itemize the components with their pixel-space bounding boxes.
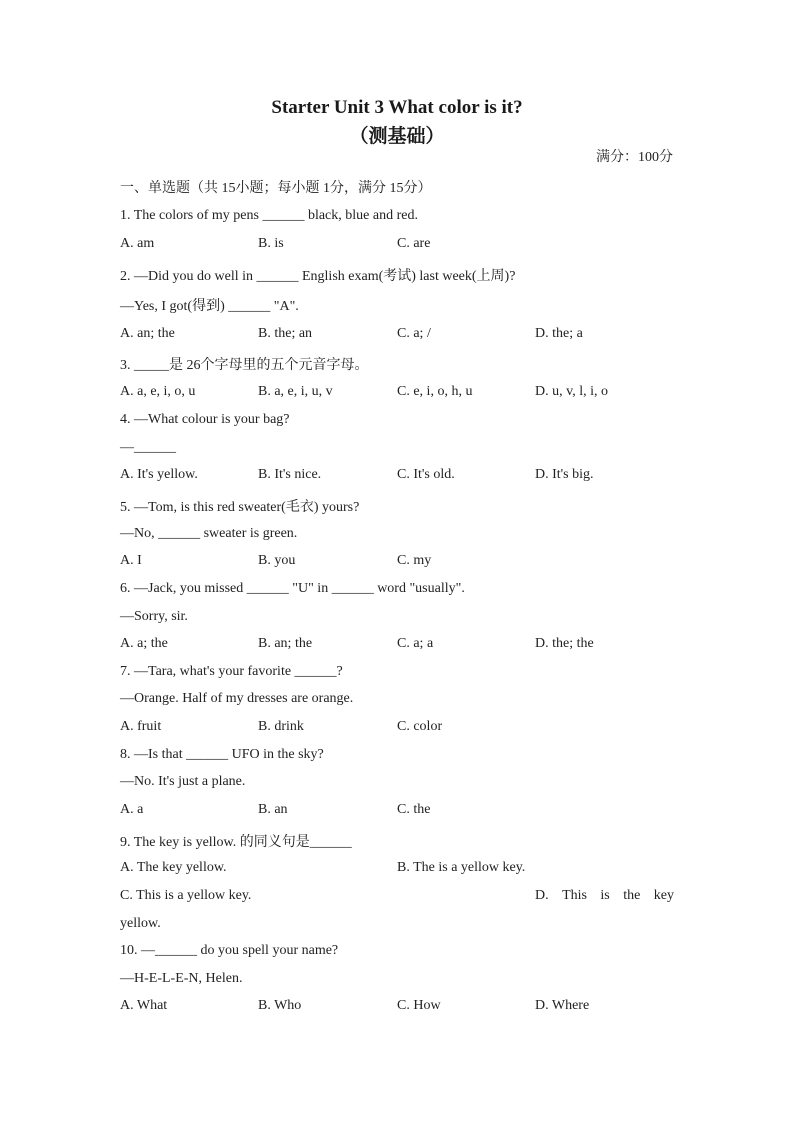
question-8-line2: —No. It's just a plane. <box>120 774 246 789</box>
question-8-stem: 8. —Is that ______ UFO in the sky? <box>120 747 324 762</box>
question-6-stem: 6. —Jack, you missed ______ "U" in ______ word "usually". <box>120 581 465 596</box>
section-heading: 一、单选题（共 15小题；每小题 1分，满分 15分） <box>120 181 432 196</box>
page-title: Starter Unit 3 What color is it? <box>271 97 523 118</box>
question-9-option-a: A. The key yellow. <box>120 860 227 875</box>
question-10-line2: —H-E-L-E-N, Helen. <box>120 971 243 986</box>
question-10-option-a: A. What <box>120 998 168 1013</box>
option-d-word: is <box>600 888 610 903</box>
question-5-option-a: A. I <box>120 553 142 568</box>
option-d-word: This <box>562 888 587 903</box>
question-1-stem: 1. The colors of my pens ______ black, blue and red. <box>120 208 418 223</box>
question-1-option-b: B. is <box>258 236 284 251</box>
question-5-option-b: B. you <box>258 553 296 568</box>
question-7-option-c: C. color <box>397 719 443 734</box>
question-10-option-d: D. Where <box>535 998 590 1013</box>
question-9-stem: 9. The key is yellow. 的同义句是______ <box>120 835 352 850</box>
question-6-option-d: D. the; the <box>535 636 594 651</box>
question-4-option-c: C. It's old. <box>397 467 455 482</box>
question-2-option-c: C. a; / <box>397 326 431 341</box>
question-8-option-a: A. a <box>120 802 144 817</box>
question-3-stem: 3. _____是 26个字母里的五个元音字母。 <box>120 358 369 373</box>
question-1-option-a: A. am <box>120 236 155 251</box>
question-5-option-c: C. my <box>397 553 432 568</box>
question-5-line2: —No, ______ sweater is green. <box>120 526 298 541</box>
question-2-option-b: B. the; an <box>258 326 313 341</box>
question-10-stem: 10. —______ do you spell your name? <box>120 943 339 958</box>
question-7-stem: 7. —Tara, what's your favorite ______? <box>120 664 343 679</box>
option-d-word: key <box>653 888 674 903</box>
option-d-word: the <box>623 888 641 903</box>
question-6-line2: —Sorry, sir. <box>120 609 188 624</box>
option-d-word: D. <box>535 888 549 903</box>
question-10-option-b: B. Who <box>258 998 302 1013</box>
question-8-option-c: C. the <box>397 802 431 817</box>
question-7-option-a: A. fruit <box>120 719 162 734</box>
question-2-option-a: A. an; the <box>120 326 175 341</box>
question-9-option-d-continued: yellow. <box>120 916 161 931</box>
question-5-stem: 5. —Tom, is this red sweater(毛衣) yours? <box>120 500 360 515</box>
question-4-option-d: D. It's big. <box>535 467 594 482</box>
question-9-option-d <box>535 888 674 904</box>
question-10-option-c: C. How <box>397 998 441 1013</box>
question-3-option-b: B. a, e, i, u, v <box>258 384 333 399</box>
question-9-option-c: C. This is a yellow key. <box>120 888 252 903</box>
question-7-option-b: B. drink <box>258 719 304 734</box>
question-4-option-a: A. It's yellow. <box>120 467 198 482</box>
question-9-option-b: B. The is a yellow key. <box>397 860 526 875</box>
question-2-option-d: D. the; a <box>535 326 583 341</box>
question-2-stem: 2. —Did you do well in ______ English exam(考试) last week(上周)? <box>120 269 516 284</box>
question-8-option-b: B. an <box>258 802 288 817</box>
question-6-option-c: C. a; a <box>397 636 434 651</box>
page-subtitle: （测基础） <box>349 126 445 147</box>
question-6-option-a: A. a; the <box>120 636 168 651</box>
question-1-option-c: C. are <box>397 236 431 251</box>
total-score: 满分：100分 <box>596 150 673 165</box>
question-3-option-a: A. a, e, i, o, u <box>120 384 196 399</box>
question-4-line2: —______ <box>120 440 176 455</box>
question-2-line2: —Yes, I got(得到) ______ "A". <box>120 299 299 314</box>
question-3-option-c: C. e, i, o, h, u <box>397 384 473 399</box>
question-6-option-b: B. an; the <box>258 636 313 651</box>
question-4-stem: 4. —What colour is your bag? <box>120 412 290 427</box>
question-4-option-b: B. It's nice. <box>258 467 322 482</box>
question-7-line2: —Orange. Half of my dresses are orange. <box>120 691 354 706</box>
question-3-option-d: D. u, v, l, i, o <box>535 384 608 399</box>
